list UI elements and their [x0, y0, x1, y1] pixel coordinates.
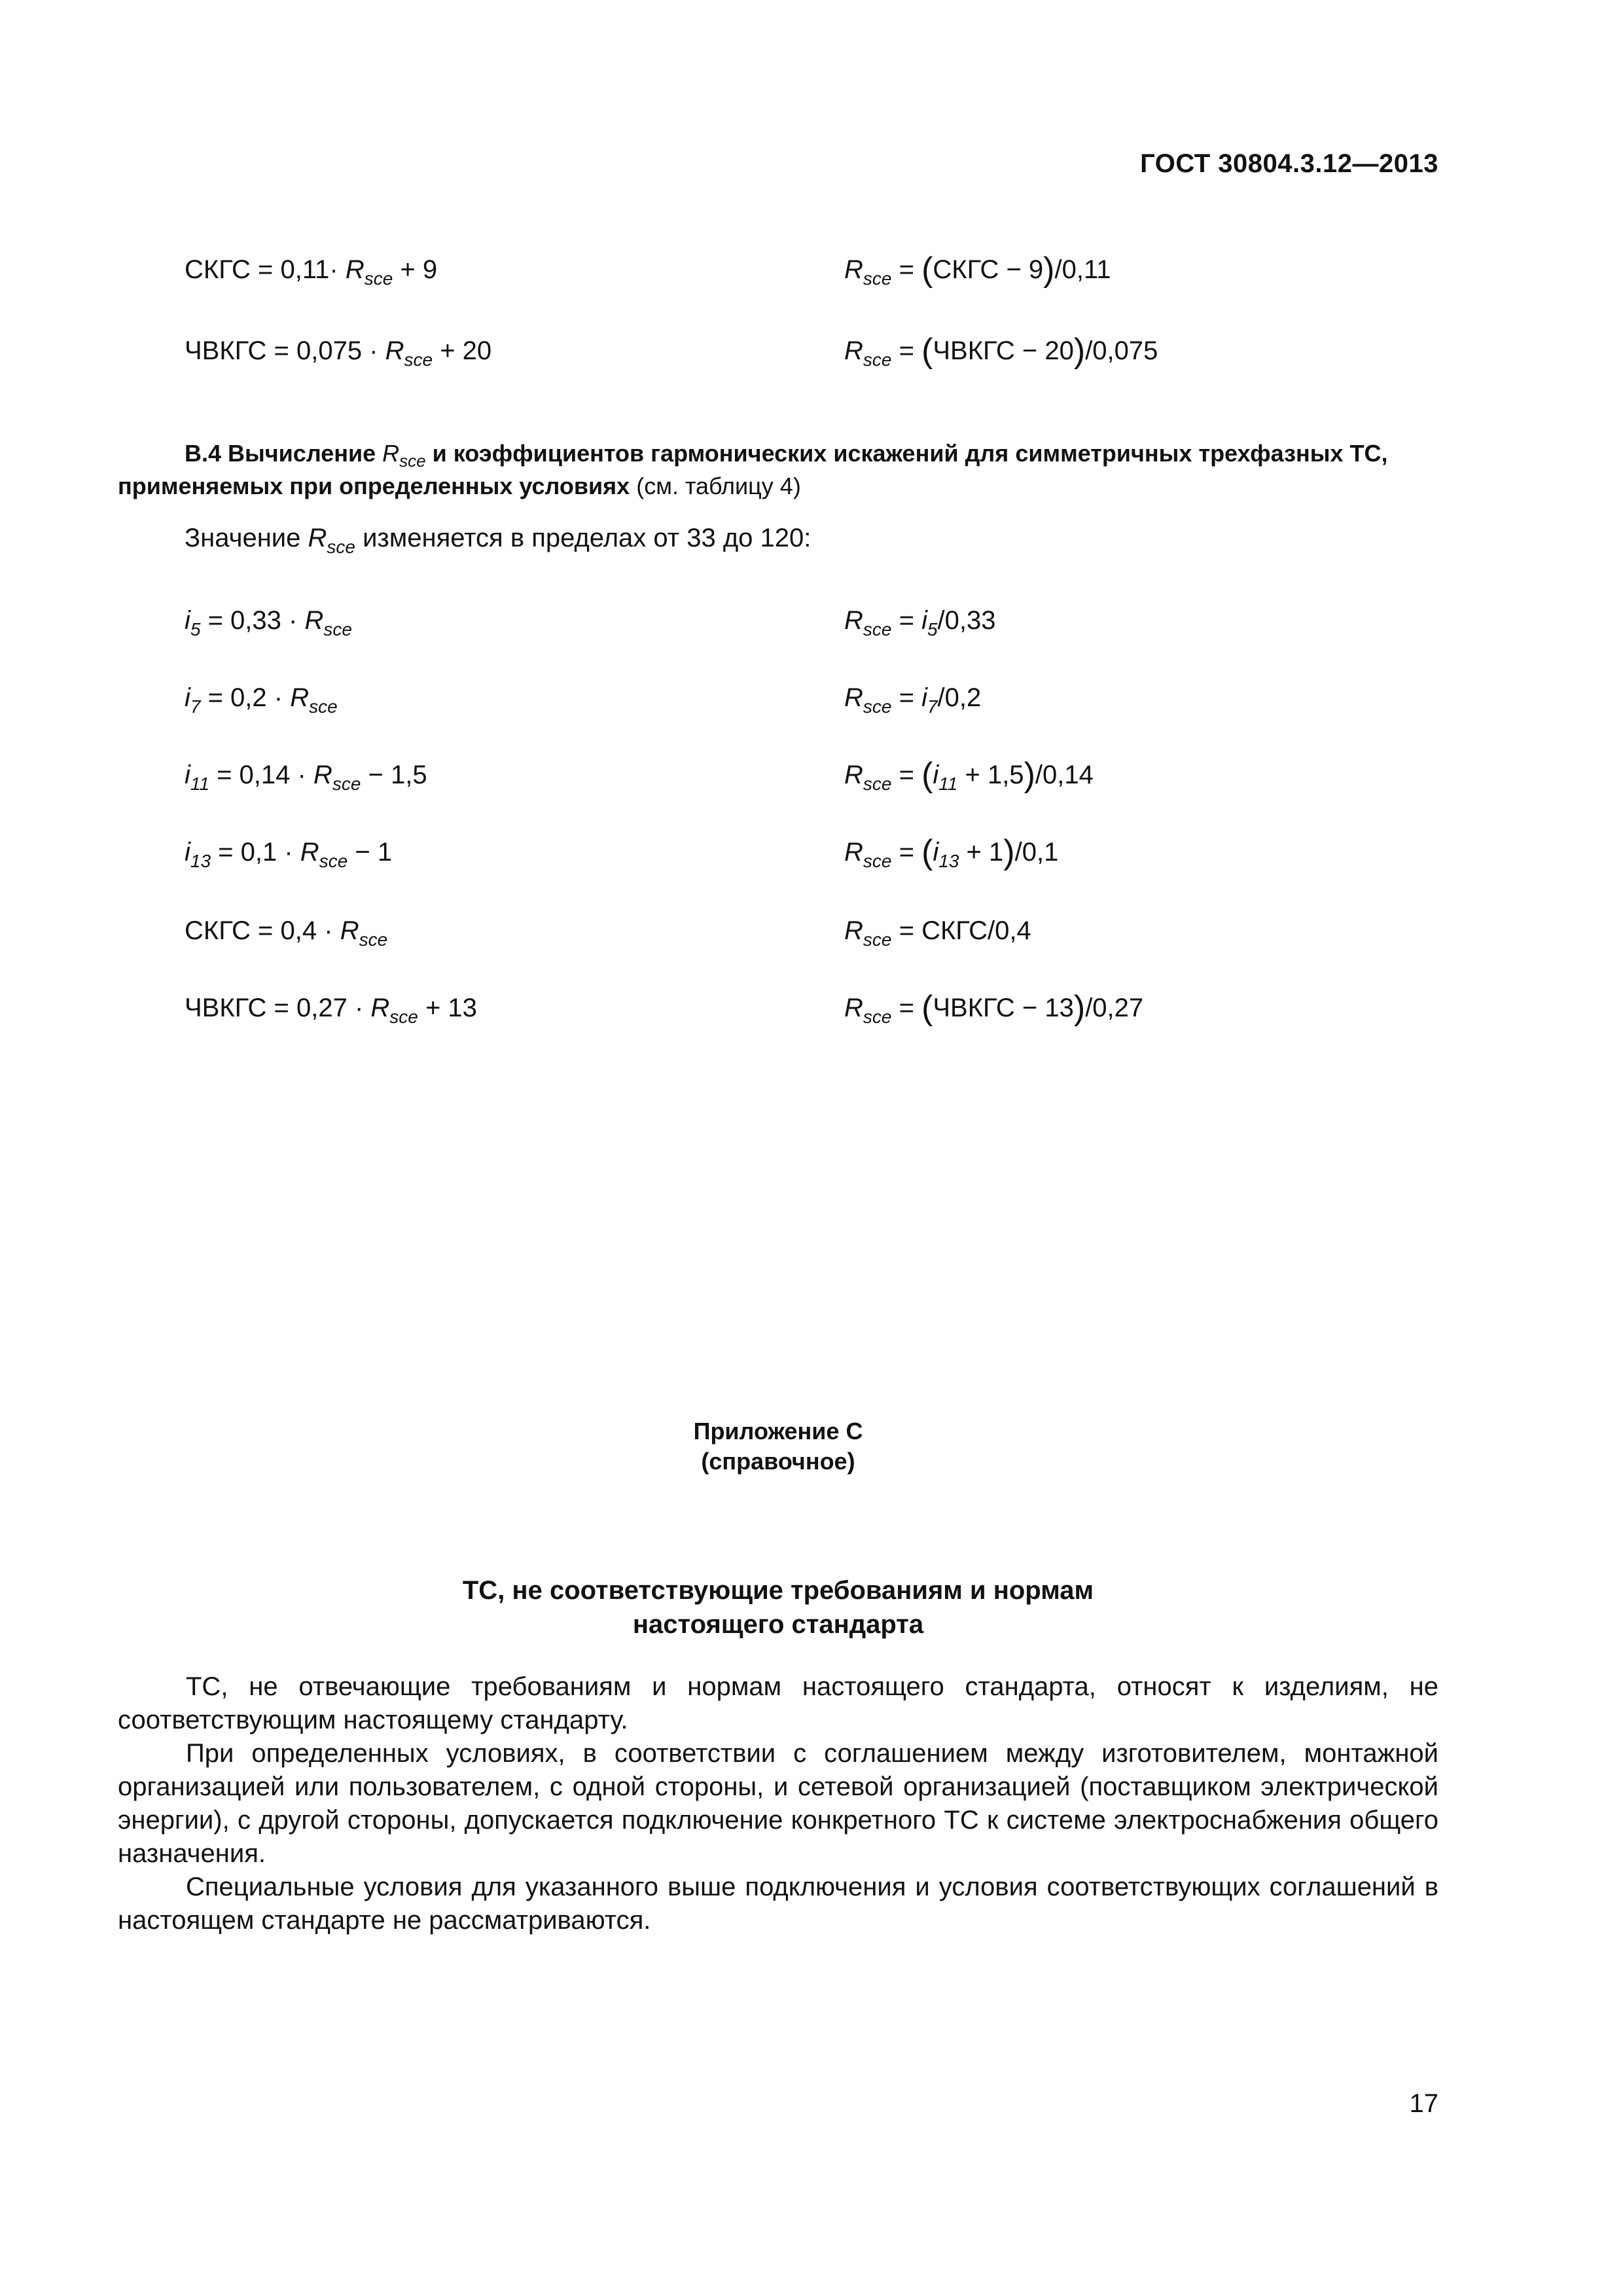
formula-text: СКГС − 9: [933, 255, 1044, 284]
value-line-text: изменяется в пределах от 33 до 120:: [355, 524, 812, 552]
formula-sub: sce: [399, 451, 426, 471]
formula-text: СКГС: [921, 916, 988, 945]
formula-var: R: [370, 994, 390, 1022]
formula-text: /0,11: [1054, 255, 1111, 284]
formula-var: R: [844, 336, 863, 365]
formula-text: ЧВКГС = 0,075 ·: [185, 336, 385, 365]
formula-text: =: [891, 916, 922, 945]
formula-text: ЧВКГС = 0,27 ·: [185, 994, 371, 1022]
formula-text: =: [891, 761, 922, 789]
formula-skgs-b4-right: [844, 916, 1031, 950]
formula-sub: sce: [319, 851, 348, 871]
formula-sub: sce: [327, 537, 355, 557]
formula-var: i: [921, 606, 927, 635]
page-number: 17: [1409, 2089, 1438, 2118]
formula-paren: (: [921, 251, 933, 289]
formula-var: R: [340, 916, 359, 945]
formula-text: /0,33: [937, 606, 996, 635]
appendix-kind: (справочное): [701, 1448, 855, 1475]
formula-var: i: [933, 838, 939, 867]
formula-text: =: [891, 606, 922, 635]
formula-var: i: [921, 683, 927, 712]
formula-text: ЧВКГС − 20: [933, 336, 1074, 365]
formula-sub: sce: [323, 619, 352, 639]
formula-sub: 5: [190, 619, 201, 639]
appendix-title-line2: настоящего стандарта: [632, 1610, 924, 1639]
formula-text: /0,075: [1085, 336, 1158, 365]
formula-sub: sce: [863, 350, 892, 370]
appendix-label: Приложение С: [693, 1418, 863, 1444]
body-paragraph-1: ТС, не отвечающие требованиям и нормам настоящего стандарта, относят к изделиям, не соответствующим настоящему стандарту.: [118, 1672, 1438, 1734]
formula-chvkgs-right: [844, 332, 1158, 370]
formula-var: i: [185, 761, 190, 789]
formula-paren: ): [1073, 989, 1086, 1027]
formula-sub: sce: [404, 350, 433, 370]
formula-var: R: [313, 761, 332, 789]
formula-sub: sce: [332, 774, 361, 794]
formula-sub: sce: [364, 268, 393, 289]
formula-paren: (: [921, 833, 933, 871]
formula-sub: sce: [389, 1007, 418, 1027]
formula-paren: (: [921, 332, 933, 370]
formula-text: − 1: [348, 838, 393, 867]
formula-i7-right: [844, 683, 982, 717]
formula-text: /0,14: [1035, 761, 1094, 789]
formula-var: i: [185, 606, 190, 635]
formula-sub: 13: [938, 851, 959, 871]
formula-paren: ): [1003, 833, 1015, 871]
formula-i11-right: [844, 756, 1094, 794]
formula-i5-left: [185, 606, 352, 639]
formula-skgs-b4-left: [185, 916, 388, 950]
formula-text: =: [891, 838, 922, 867]
formula-text: = 0,14 ·: [209, 761, 313, 789]
formula-text: =: [891, 683, 922, 712]
formula-i13-left: [185, 838, 393, 871]
formula-text: =: [891, 336, 922, 365]
appendix-title-line1: ТС, не соответствующие требованиям и нормам: [462, 1576, 1094, 1605]
formula-var: i: [933, 761, 939, 789]
formula-text: /0,2: [937, 683, 982, 712]
formula-sub: sce: [359, 929, 388, 950]
formula-sub: sce: [863, 774, 892, 794]
formula-text: + 1: [959, 838, 1004, 867]
formula-var: R: [844, 683, 863, 712]
formula-paren: (: [921, 756, 933, 794]
formula-text: = 0,1 ·: [211, 838, 300, 867]
formula-text: − 1,5: [361, 761, 427, 789]
formula-text: = 0,2 ·: [200, 683, 291, 712]
formula-text: СКГС = 0,4 ·: [185, 916, 340, 945]
formula-sub: 7: [190, 696, 201, 717]
formula-paren: ): [1024, 756, 1035, 794]
formula-text: /0,1: [1014, 838, 1059, 867]
formula-var: R: [844, 994, 863, 1022]
formula-sub: 11: [938, 774, 958, 794]
formula-text: =: [891, 255, 922, 284]
formula-sub: sce: [863, 851, 892, 871]
value-range-line: [185, 524, 812, 557]
formula-var: R: [844, 838, 863, 867]
formula-var: R: [844, 606, 863, 635]
formula-var: R: [290, 683, 310, 712]
formula-skgs-right: [844, 251, 1111, 289]
formula-text: = 0,33 ·: [200, 606, 305, 635]
body-paragraph-3: Специальные условия для указанного выше подключения и условия соответствующих соглашений в настоящем стандарте не рассматриваются.: [118, 1873, 1438, 1935]
formula-paren: ): [1073, 332, 1086, 370]
body-paragraph-2: При определенных условиях, в соответствии с соглашением между изготовителем, монтажной организацией или пользователем, с одной стороны, и сетевой организацией (поставщиком электрической энергии), с другой стороны, допускается подключение конкретного ТС к системе электроснабжения общего назначения.: [118, 1739, 1438, 1868]
formula-sub: sce: [863, 619, 892, 639]
formula-var: R: [385, 336, 404, 365]
formula-text: + 9: [393, 255, 438, 284]
formula-var: i: [185, 683, 190, 712]
formula-sub: sce: [863, 268, 892, 289]
formula-paren: ): [1043, 251, 1055, 289]
formula-i5-right: [844, 606, 996, 639]
formula-sub: 11: [190, 774, 209, 794]
formula-text: + 13: [418, 994, 477, 1022]
formula-sub: 7: [927, 696, 938, 717]
formula-var: R: [345, 255, 365, 284]
formula-text: ЧВКГС − 13: [933, 994, 1074, 1022]
value-line-text: Значение: [185, 524, 308, 552]
formula-var: R: [304, 606, 324, 635]
formula-sub: sce: [309, 696, 338, 717]
formula-var: R: [300, 838, 319, 867]
formula-sub: sce: [863, 1007, 892, 1027]
formula-text: + 1,5: [957, 761, 1024, 789]
formula-var: R: [844, 255, 863, 284]
formula-var: R: [382, 440, 400, 467]
formula-var: i: [185, 838, 190, 867]
formula-i13-right: [844, 833, 1059, 871]
section-heading-ref: (см. таблицу 4): [630, 473, 801, 499]
formula-skgs-left: [185, 255, 438, 289]
formula-chvkgs-b4-left: [185, 994, 477, 1027]
document-code-header: ГОСТ 30804.3.12—2013: [1140, 149, 1438, 178]
formula-sub: sce: [863, 929, 892, 950]
formula-text: /0,27: [1085, 994, 1144, 1022]
formula-text: СКГС = 0,11·: [185, 255, 346, 284]
formula-sub: sce: [863, 696, 892, 717]
formula-var: R: [844, 916, 863, 945]
formula-paren: (: [921, 989, 933, 1027]
formula-chvkgs-left: [185, 336, 492, 370]
formula-sub: 5: [927, 619, 938, 639]
formula-i11-left: [185, 761, 427, 794]
formula-i7-left: [185, 683, 338, 717]
section-heading-text: В.4 Вычисление: [185, 440, 383, 467]
formula-sub: 13: [190, 851, 211, 871]
formula-var: R: [844, 761, 863, 789]
formula-var: R: [308, 524, 327, 552]
formula-text: + 20: [433, 336, 492, 365]
formula-text: =: [891, 994, 922, 1022]
section-heading-text: и коэффициентов гармонических искажений для симметричных трехфазных ТС, применяемых при определенных условиях: [118, 440, 1388, 499]
formula-chvkgs-b4-right: [844, 989, 1144, 1027]
section-b4-heading: [118, 437, 1438, 503]
formula-text: /0,4: [988, 916, 1031, 945]
